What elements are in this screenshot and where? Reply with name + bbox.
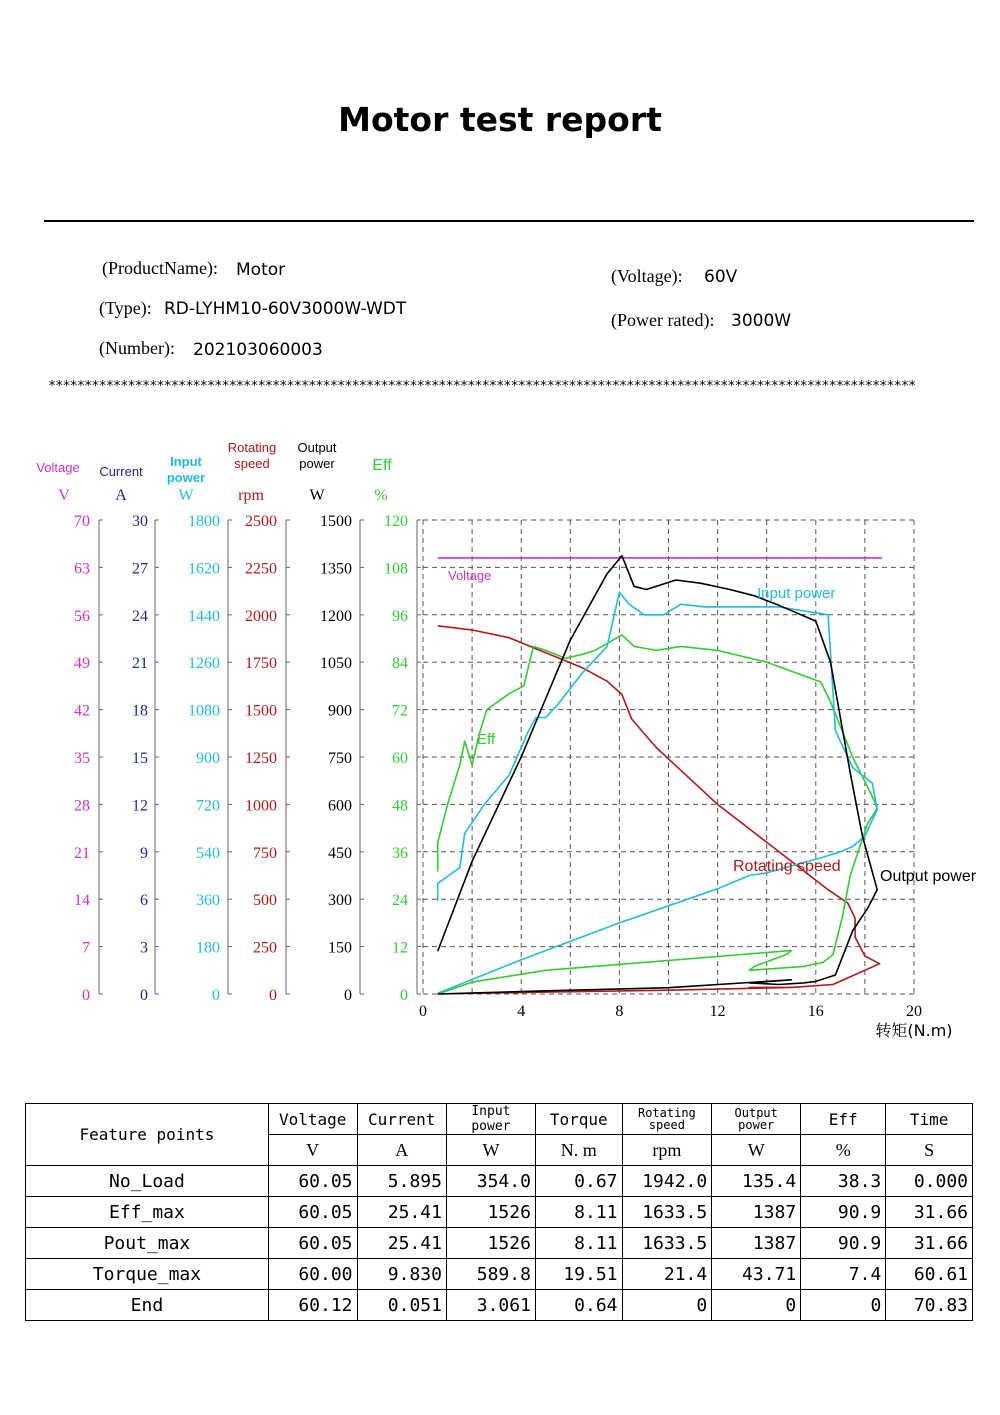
y-tick-label: 900 [196,750,220,767]
table-cell: 0 [801,1290,886,1321]
y-tick-label: 1800 [188,513,220,530]
table-cell: 1526 [446,1197,535,1228]
table-cell: 135.4 [712,1166,801,1197]
row-label: No_Load [26,1166,269,1197]
y-tick-label: 21 [74,844,90,862]
x-tick-label: 0 [419,1003,427,1020]
y-tick-label: 1260 [188,655,220,673]
column-unit: % [801,1135,886,1166]
y-tick-label: 2000 [245,607,277,625]
y-tick-label: 1750 [245,655,277,673]
y-tick-label: 6 [140,892,148,910]
table-cell: 0.67 [535,1166,622,1197]
row-label: Pout_max [26,1228,269,1259]
x-tick-label: 20 [906,1003,922,1020]
y-tick-label: 63 [74,560,90,578]
y-axis-name: Output power [297,440,337,471]
type-label: (Type): [99,298,152,318]
x-tick-label: 8 [615,1003,624,1020]
title-divider [44,220,974,222]
y-tick-label: 1620 [188,560,220,578]
table-cell: 3.061 [446,1290,535,1321]
y-tick-label: 27 [132,560,148,578]
y-axis-name: Eff [372,457,392,474]
y-tick-label: 60 [392,750,408,767]
y-tick-label: 450 [328,844,352,862]
y-tick-label: 72 [392,702,408,720]
column-unit: rpm [622,1135,712,1166]
table-cell: 0.64 [535,1290,622,1321]
y-tick-label: 21 [132,655,148,673]
y-tick-label: 0 [212,987,220,1004]
table-cell: 21.4 [622,1259,712,1290]
table-cell: 60.61 [886,1259,973,1290]
y-tick-label: 0 [344,987,352,1004]
y-tick-label: 18 [132,702,148,720]
row-label: Torque_max [26,1259,269,1290]
y-tick-label: 1250 [245,750,277,767]
report-title: Motor test report [338,100,662,139]
speed-curve-label: Rotating speed [733,858,841,875]
column-header: Torque [535,1104,622,1135]
y-tick-label: 35 [74,750,90,767]
table-cell: 60.12 [268,1290,357,1321]
table-cell: 8.11 [535,1228,622,1259]
x-tick-label: 16 [807,1003,824,1020]
table-cell: 60.05 [268,1197,357,1228]
y-tick-label: 0 [82,987,90,1004]
type-value: RD-LYHM10-60V3000W-WDT [164,299,407,319]
column-header: Rotating speed [622,1104,712,1135]
star-separator: ************************************************************************************************************************ [48,378,916,394]
table-row [26,1259,973,1290]
y-tick-label: 84 [392,655,408,673]
output-power-curve-label: Output power [880,868,977,885]
y-tick-label: 750 [253,844,277,862]
output-power-curve [438,556,878,994]
product-name-value: Motor [236,260,286,280]
table-cell: 43.71 [712,1259,801,1290]
table-row [26,1290,973,1321]
x-tick-label: 12 [709,1003,726,1020]
table-cell: 19.51 [535,1259,622,1290]
table-cell: 1942.0 [622,1166,712,1197]
y-axis-unit: rpm [238,487,264,504]
y-tick-label: 500 [253,892,277,910]
y-tick-label: 42 [74,702,90,720]
table-cell: 0.051 [357,1290,446,1321]
table-cell: 60.00 [268,1259,357,1290]
table-cell: 0.000 [886,1166,973,1197]
table-cell: 60.05 [268,1166,357,1197]
voltage-value: 60V [704,267,738,287]
table-cell: 25.41 [357,1228,446,1259]
y-axis-name: Rotating speed [227,440,277,471]
column-header: Input power [446,1104,535,1135]
y-axis-unit: W [309,487,325,504]
table-cell: 1387 [712,1197,801,1228]
column-header: Eff [801,1104,886,1135]
power-rated-label: (Power rated): [611,310,715,330]
y-axis-unit: A [115,487,127,504]
table-cell: 7.4 [801,1259,886,1290]
table-cell: 25.41 [357,1197,446,1228]
table-cell: 31.66 [886,1197,973,1228]
y-tick-label: 1080 [188,702,220,720]
table-cell: 70.83 [886,1290,973,1321]
feature-points-table [25,1103,973,1321]
y-tick-label: 250 [253,939,277,957]
y-tick-label: 540 [196,844,220,862]
y-tick-label: 7 [82,939,90,957]
voltage-label: (Voltage): [611,266,683,286]
y-tick-label: 48 [392,797,408,815]
column-unit: N. m [535,1135,622,1166]
y-axis-name: Voltage [36,460,80,475]
table-cell: 90.9 [801,1197,886,1228]
number-label: (Number): [99,338,175,358]
y-tick-label: 0 [269,987,277,1004]
column-header: Output power [712,1104,801,1135]
column-unit: W [446,1135,535,1166]
table-cell: 354.0 [446,1166,535,1197]
y-tick-label: 1500 [245,702,277,720]
table-cell: 60.05 [268,1228,357,1259]
table-cell: 1387 [712,1228,801,1259]
y-tick-label: 1000 [245,797,277,815]
y-tick-label: 180 [196,939,220,957]
feature-points-header: Feature points [26,1104,269,1166]
y-tick-label: 1050 [320,655,352,673]
y-tick-label: 1500 [320,513,352,530]
performance-chart [0,430,1000,1050]
y-tick-label: 2500 [245,513,277,530]
table-cell: 589.8 [446,1259,535,1290]
y-axis-name: Current [99,464,143,479]
y-tick-label: 9 [140,844,148,862]
table-cell: 1633.5 [622,1228,712,1259]
x-axis-label: 转矩(N.m) [875,1021,953,1040]
y-tick-label: 49 [74,655,90,673]
power-rated-value: 3000W [731,311,792,331]
y-tick-label: 36 [392,844,408,862]
speed-curve [438,626,880,994]
y-axis-unit: V [58,487,70,504]
y-axis-name: Input power [166,454,206,485]
column-header: Time [886,1104,973,1135]
table-cell: 90.9 [801,1228,886,1259]
table-row [26,1166,973,1197]
y-tick-label: 750 [328,750,352,767]
y-tick-label: 12 [392,939,408,957]
y-tick-label: 24 [392,892,408,910]
column-unit: W [712,1135,801,1166]
table-row [26,1228,973,1259]
y-tick-label: 1440 [188,607,220,625]
y-tick-label: 28 [74,797,90,815]
product-name-label: (ProductName): [102,258,218,278]
column-unit: A [357,1135,446,1166]
table-cell: 9.830 [357,1259,446,1290]
y-axis-unit: % [374,487,388,504]
y-tick-label: 24 [132,607,148,625]
y-tick-label: 1350 [320,560,352,578]
eff-curve [438,635,878,994]
y-tick-label: 1200 [320,607,352,625]
table-cell: 8.11 [535,1197,622,1228]
y-tick-label: 15 [132,750,148,767]
eff-curve-label: Eff [477,731,496,748]
table-cell: 1526 [446,1228,535,1259]
table-cell: 31.66 [886,1228,973,1259]
y-tick-label: 3 [140,939,148,957]
y-tick-label: 56 [74,607,90,625]
column-unit: S [886,1135,973,1166]
y-tick-label: 0 [140,987,148,1004]
y-tick-label: 0 [400,987,408,1004]
table-cell: 5.895 [357,1166,446,1197]
y-tick-label: 12 [132,797,148,815]
row-label: End [26,1290,269,1321]
y-tick-label: 30 [132,513,148,530]
y-tick-label: 600 [328,797,352,815]
y-tick-label: 150 [328,939,352,957]
y-tick-label: 300 [328,892,352,910]
y-tick-label: 96 [392,607,408,625]
table-cell: 38.3 [801,1166,886,1197]
table-header-row [26,1104,973,1135]
y-tick-label: 120 [384,513,408,530]
table-cell: 1633.5 [622,1197,712,1228]
column-header: Current [357,1104,446,1135]
y-tick-label: 108 [384,560,408,578]
table-cell: 0 [712,1290,801,1321]
column-unit: V [268,1135,357,1166]
table-row [26,1197,973,1228]
y-tick-label: 360 [196,892,220,910]
y-tick-label: 2250 [245,560,277,578]
row-label: Eff_max [26,1197,269,1228]
voltage-curve-label: Voltage [448,568,492,583]
y-tick-label: 14 [74,892,90,910]
table-cell: 0 [622,1290,712,1321]
y-axis-unit: W [178,487,194,504]
y-tick-label: 720 [196,797,220,815]
column-header: Voltage [268,1104,357,1135]
number-value: 202103060003 [193,340,323,360]
input-power-curve-label: Input power [757,585,836,602]
x-tick-label: 4 [517,1003,526,1020]
y-tick-label: 70 [74,513,90,530]
y-tick-label: 900 [328,702,352,720]
